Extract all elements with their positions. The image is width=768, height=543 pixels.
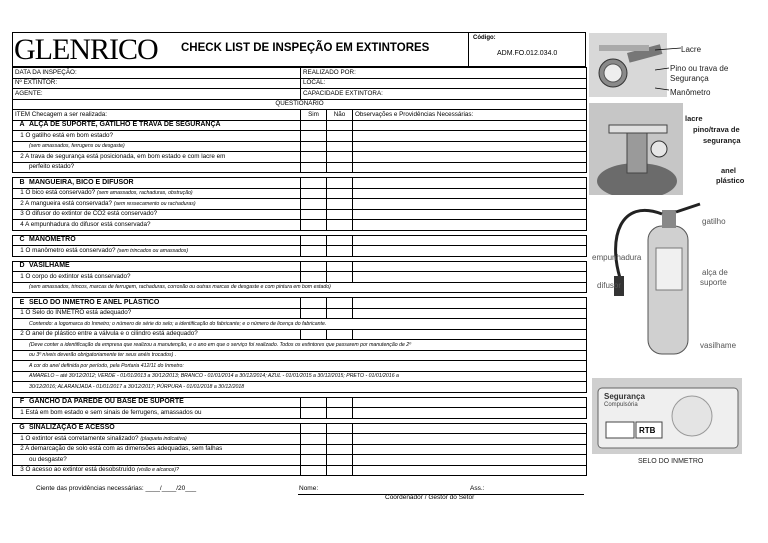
header-box bbox=[12, 32, 586, 67]
obs-cell[interactable] bbox=[353, 220, 587, 231]
sim-checkbox[interactable] bbox=[301, 199, 327, 210]
table-row: 1 O Selo do INMETRO está adequado? bbox=[13, 308, 587, 319]
section-c-header: C MANÔMETRO bbox=[13, 235, 587, 246]
obs-cell[interactable] bbox=[353, 465, 587, 476]
lacre2-label: lacre bbox=[685, 114, 703, 123]
document-title: CHECK LIST DE INSPEÇÃO EM EXTINTORES bbox=[181, 42, 430, 54]
nao-checkbox[interactable] bbox=[327, 131, 353, 142]
sim-checkbox[interactable] bbox=[301, 444, 327, 455]
nao-checkbox[interactable] bbox=[327, 444, 353, 455]
manometro-label: Manômetro bbox=[670, 88, 711, 97]
section-e-header: E SELO DO INMETRO E ANEL PLÁSTICO bbox=[13, 298, 587, 309]
inmetro-seal-photo bbox=[592, 378, 742, 454]
code-box bbox=[468, 33, 587, 66]
ass-label[interactable]: Ass.: bbox=[470, 485, 485, 492]
obs-cell[interactable] bbox=[353, 408, 587, 419]
nao-checkbox[interactable] bbox=[327, 465, 353, 476]
table-row: 1 O gatilho está em bom estado? bbox=[13, 131, 587, 142]
table-row: 1 O extintor está corretamente sinalizado? (plaqueta indicativa) bbox=[13, 434, 587, 445]
ciente-line[interactable]: Ciente das providências necessárias: ____/____/20___ bbox=[36, 485, 197, 492]
cylinder-top-photo bbox=[589, 103, 683, 195]
sim-checkbox[interactable] bbox=[301, 220, 327, 231]
capacidade-field[interactable]: CAPACIDADE EXTINTORA: bbox=[301, 89, 587, 100]
table-row: AMARELO – até 30/12/2012; VERDE - 01/01/2013 a 30/12/2013; BRANCO - 01/01/2014 a 30/12/2014; AZUL - 01/01/2015 a 30/12/2015; PRETO - 01/01/2016 a bbox=[13, 371, 587, 382]
checklist-table bbox=[12, 67, 587, 476]
agente-field[interactable]: AGENTE: bbox=[13, 89, 301, 100]
photo1-arrows bbox=[655, 40, 685, 95]
table-row: ou 3º níveis deverão obrigatoriamente ter seus anéis trocados) . bbox=[13, 350, 587, 361]
table-row: 1 O bico está conservado? (sem amassados, rachaduras, obstrução) bbox=[13, 188, 587, 199]
anel2-label: plástico bbox=[716, 176, 745, 185]
nao-checkbox[interactable] bbox=[327, 220, 353, 231]
table-row: Contendo: a logomarca do Inmetro; o número de série do selo; a identificação do fabricante; e o número de licença do fabricante. bbox=[13, 319, 587, 330]
obs-cell[interactable] bbox=[353, 434, 587, 445]
data-inspecao-field[interactable]: DATA DA INSPEÇÃO: bbox=[13, 68, 301, 79]
table-row: 2 A trava de segurança está posicionada, em bom estado e com lacre em bbox=[13, 152, 587, 163]
local-field[interactable]: LOCAL: bbox=[301, 78, 587, 89]
lacre-label: Lacre bbox=[681, 45, 702, 54]
seal-illustration bbox=[592, 378, 742, 454]
obs-cell[interactable] bbox=[353, 131, 587, 142]
sim-checkbox[interactable] bbox=[301, 152, 327, 163]
realizado-por-field[interactable]: REALIZADO POR: bbox=[301, 68, 587, 79]
alca-label: alça de bbox=[702, 268, 728, 277]
sim-checkbox[interactable] bbox=[301, 329, 327, 340]
table-row: 2 O anel de plástico entre a válvula e o cilindro está adequado? bbox=[13, 329, 587, 340]
gatilho-label: gatilho bbox=[702, 217, 726, 226]
pino3-label: pino/trava de bbox=[693, 125, 740, 134]
seal-brand: RTB bbox=[639, 426, 656, 435]
pino-label-2: Segurança bbox=[670, 74, 709, 83]
info-row bbox=[13, 78, 587, 89]
obs-cell[interactable] bbox=[353, 246, 587, 257]
nao-checkbox[interactable] bbox=[327, 408, 353, 419]
nao-checkbox[interactable] bbox=[327, 329, 353, 340]
obs-cell[interactable] bbox=[353, 308, 587, 319]
obs-cell[interactable] bbox=[353, 199, 587, 210]
info-row bbox=[13, 89, 587, 100]
table-row: 2 A mangueira está conservada? (sem ressecamento ou rachaduras) bbox=[13, 199, 587, 210]
table-row: (sem amassados, trincos, marcas de ferrugem, rachaduras, corrosão ou outras marcas de desgaste e com pintura em bom estado) bbox=[13, 282, 587, 293]
col-obs: Observações e Providências Necessárias: bbox=[353, 110, 587, 121]
nao-checkbox[interactable] bbox=[327, 152, 353, 163]
table-row: 4 A empunhadura do difusor está conservada? bbox=[13, 220, 587, 231]
empunhadura-label: empunhadura bbox=[592, 253, 642, 262]
questionario-heading: QUESTIONÁRIO bbox=[13, 99, 587, 110]
seal-text-1: Segurança bbox=[604, 392, 645, 401]
col-sim: Sim bbox=[301, 110, 327, 121]
difusor-label: difusor bbox=[597, 281, 622, 290]
table-row: A cor do anel definida por período, pela Portaria 412/11 do Inmetro: bbox=[13, 361, 587, 372]
n-extintor-field[interactable]: Nº EXTINTOR: bbox=[13, 78, 301, 89]
col-check: Checagem a ser realizada: bbox=[31, 110, 108, 118]
sim-checkbox[interactable] bbox=[301, 246, 327, 257]
obs-cell[interactable] bbox=[353, 272, 587, 283]
table-row: 30/12/2016; ALARANJADA - 01/01/2017 a 30/12/2017; PÚRPURA - 01/01/2018 a 30/12/2018 bbox=[13, 382, 587, 393]
section-b-header: B MANGUEIRA, BICO E DIFUSOR bbox=[13, 178, 587, 189]
table-row: 1 O manômetro está conservado? (sem trincados ou amassados) bbox=[13, 246, 587, 257]
code-label: Código: bbox=[473, 35, 496, 41]
section-d-header: D VASILHAME bbox=[13, 261, 587, 272]
column-header-row bbox=[13, 110, 587, 121]
col-nao: Não bbox=[327, 110, 353, 121]
seal-text-2: Compulsória bbox=[604, 402, 638, 408]
nome-label[interactable]: Nome: bbox=[299, 485, 319, 492]
obs-cell[interactable] bbox=[353, 152, 587, 163]
coord-label: Coordenador / Gestor do Setor bbox=[385, 494, 475, 501]
nao-checkbox[interactable] bbox=[327, 188, 353, 199]
alca2-label: suporte bbox=[700, 278, 727, 287]
pino4-label: segurança bbox=[703, 136, 741, 145]
sim-checkbox[interactable] bbox=[301, 408, 327, 419]
col-item: ITEM bbox=[15, 110, 31, 118]
company-logo: GLENRICO bbox=[14, 33, 158, 66]
nao-checkbox[interactable] bbox=[327, 246, 353, 257]
section-f-header: F GANCHO DA PAREDE OU BASE DE SUPORTE bbox=[13, 397, 587, 408]
table-row: 1 Está em bom estado e sem sinais de ferrugens, amassados ou bbox=[13, 408, 587, 419]
obs-cell[interactable] bbox=[353, 209, 587, 220]
obs-cell[interactable] bbox=[353, 444, 587, 455]
col-item-check bbox=[13, 110, 301, 121]
sim-checkbox[interactable] bbox=[301, 465, 327, 476]
obs-cell[interactable] bbox=[353, 329, 587, 340]
sim-checkbox[interactable] bbox=[301, 308, 327, 319]
table-row: 3 O acesso ao extintor está desobstruído (visão e alcance)? bbox=[13, 465, 587, 476]
info-row bbox=[13, 68, 587, 79]
nao-checkbox[interactable] bbox=[327, 199, 353, 210]
table-row: 1 O corpo do extintor está conservado? bbox=[13, 272, 587, 283]
sim-checkbox[interactable] bbox=[301, 272, 327, 283]
table-row: 2 A demarcação de solo está com as dimensões adequadas, sem falhas bbox=[13, 444, 587, 455]
sim-checkbox[interactable] bbox=[301, 131, 327, 142]
nao-checkbox[interactable] bbox=[327, 308, 353, 319]
table-row: perfeito estado? bbox=[13, 162, 587, 173]
nao-checkbox[interactable] bbox=[327, 272, 353, 283]
obs-cell[interactable] bbox=[353, 188, 587, 199]
sim-checkbox[interactable] bbox=[301, 188, 327, 199]
section-a-header: A ALÇA DE SUPORTE, GATILHO E TRAVA DE SEGURANÇA bbox=[13, 120, 587, 131]
table-row: 3 O difusor do extintor de CO2 está conservado? bbox=[13, 209, 587, 220]
vasilhame-label: vasilhame bbox=[700, 341, 737, 350]
nao-checkbox[interactable] bbox=[327, 209, 353, 220]
sim-checkbox[interactable] bbox=[301, 434, 327, 445]
section-g-header: G SINALIZAÇÃO E ACESSO bbox=[13, 423, 587, 434]
cylinder-top-illustration bbox=[589, 103, 683, 195]
nao-checkbox[interactable] bbox=[327, 434, 353, 445]
table-row: (Deve conter a identificação da empresa que realizou a manutenção, e o ano em que o serviço foi realizado. Todos os extintores que passarem por manutenção de 2º bbox=[13, 340, 587, 351]
table-row: (sem amassados, ferrugens ou desgaste) bbox=[13, 141, 587, 152]
table-row: ou desgaste? bbox=[13, 455, 587, 466]
sim-checkbox[interactable] bbox=[301, 209, 327, 220]
pino-label: Pino ou trava de bbox=[670, 64, 729, 73]
anel-label: anel bbox=[721, 166, 737, 175]
code-value: ADM.FO.012.034.0 bbox=[497, 50, 558, 57]
selo-caption: SELO DO INMETRO bbox=[638, 458, 704, 465]
